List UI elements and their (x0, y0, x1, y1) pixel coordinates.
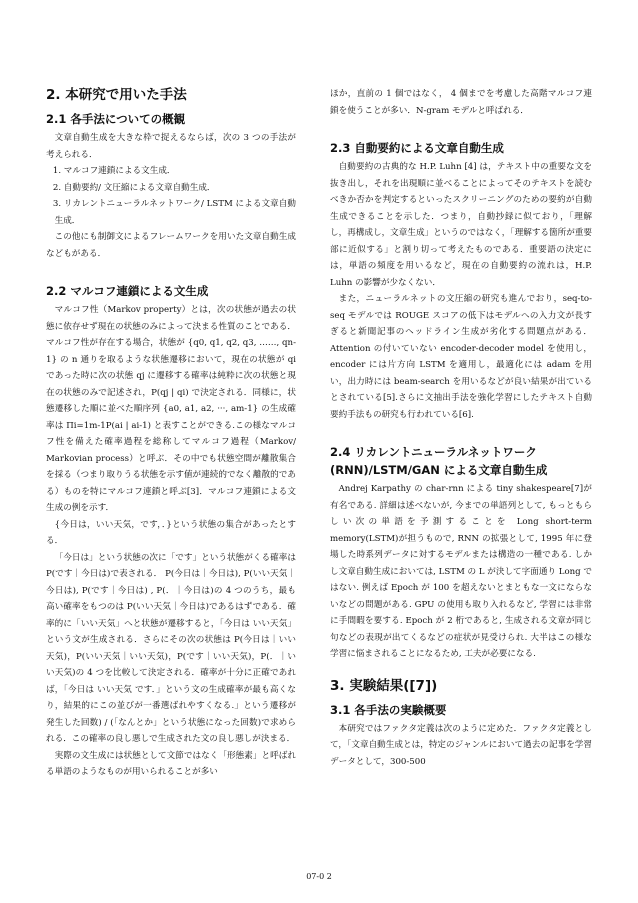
section-2-2-paragraph-3: 「今日は」という状態の次に「です」という状態がくる確率は P(です｜今日は)で表される． P(今日は｜今日は), P(いい天気｜今日は), P(です｜今日は) , P(．｜今日は)の 4 つのうち，最も高い確率をもつのは P(いい天気｜今日は)であるはずである．確率的に「いい天気」へと状態が遷移すると，「今日は いい天気」という文が生成される．さらにその次の状態は P(今日は｜いい天気)，P(いい天気｜いい天気)，P(です｜いい天気)，P(．｜いい天気)の 4 つを比較して決定される．確率が十分に正確であれば，「今日は いい天気 です．」という文の生成確率が最も高くなり，結果的にこの並びが一番選ばれやすくなる.」という遷移が発生した回数) / (「なんとか」という状態になった回数)で求められる．この確率の良し悪しで生成された文の良し悪しが決まる． (46, 552, 296, 744)
section-2-2-paragraph-1: マルコフ性（Markov property）とは，次の状態が過去の状態に依存せず現在の状態のみによって決まる性質のことである．マルコフ性が存在する場合，状態が {q0, q1, q2, q3, ……, qn-1} の n 通りを取るような状態遷移において，現在の状態が qi であった時に次の状態 qj に遷移する確率は純粋に次の状態と現在の状態のみで記述され，P(qj | qi) で決定される．同様に，状態遷移した順に並べた順序列 {a0, a1, a2, ···, am-1} の生成確率は Πi=1m-1P(ai | ai-1) と表すことができる.この様なマルコフ性を備えた確率過程を総称してマルコフ過程（Markov/ Markovian process）と呼ぶ．その中でも状態空間が離散集合を採る（つまり取りうる状態を示す値が連続的でなく離散的である）ものを特にマルコフ連鎖と呼ぶ[3]．マルコフ連鎖による文生成の例を示す． (46, 305, 296, 513)
page-number: 07-0 2 (306, 872, 332, 881)
section-2-3-heading: 2.3 自動要約による文章自動生成 (330, 141, 504, 155)
section-2-2-heading: 2.2 マルコフ連鎖による文生成 (46, 284, 209, 298)
section-2-3-paragraph-1: 自動要約の古典的な H.P. Luhn [4] は，テキスト中の重要な文を抜き出し，それを出現順に並べることによってそのテキストを読むべきか否かを判定するといったスクリーニングのための要約が自動生成できることを示した．つまり，自動抄録に似ており，「理解し，再構成し，文章生成」というのではなく，「理解する箇所が重要部に近似する」と割り切って考えたものである．重要語の決定には，単語の頻度を用いるなど，現在の自動要約の流れは，H.P. Luhn の影響が少なくない． (330, 162, 592, 288)
section-2-4-paragraph-1: Andrej Karpathy の char-rnn による tiny shakespeare[7]が有名である. 詳細は述べないが, 今までの単語列として, もっともらしい次の単語を予測することを Long short-term memory(LSTM)が担うもので, RNN の拡張として, 1995 年に登場した時系列データに対するモデルまたは構造の一種である. しかし文章自動生成においては, LSTM の L が決して字面通り Long ではない. 例えば Epoch が 100 を超えないとまともな一文にならないなどの問題がある. GPU の使用も取り入れるなど, 学習には非常に手間暇を要する. Epoch が 2 桁であると, 生成される文章が同じ句などの表現が出てくるなどの症状が見受けられ. 大半はこの様な学習に悩まされることになるため, 工夫が必要になる. (330, 484, 592, 659)
section-2-1-paragraph-2: この他にも制御文によるフレームワークを用いた文章自動生成などもがある． (46, 232, 296, 259)
continued-paragraph: ほか，直前の 1 個ではなく， 4 個までを考慮した高階マルコフ連鎖を使うことが多い．N-gram モデルと呼ばれる． (330, 89, 592, 116)
section-2-4-heading-line-2: (RNN)/LSTM/GAN による文章自動生成 (330, 463, 548, 477)
left-column (46, 86, 296, 781)
section-2-1-heading: 2.1 各手法についての概観 (46, 112, 186, 126)
section-3-heading: 3. 実験結果([7]) (330, 677, 438, 694)
section-2-4-heading-line-1: 2.4 リカレントニューラルネットワーク (330, 445, 537, 459)
method-list-item-3: 3. リカレントニューラルネットワーク/ LSTM による文章自動生成． (52, 199, 296, 226)
section-3-1-heading: 3.1 各手法の実験概要 (330, 702, 447, 717)
section-2-2-paragraph-2: {今日は，いい天気，です，．}という状態の集合があったとする． (46, 519, 296, 546)
method-list-item-2: 2. 自動要約/ 文圧縮による文章自動生成． (52, 182, 216, 193)
right-column (330, 86, 592, 770)
section-2-3-paragraph-2: また，ニューラルネットの文圧縮の研究も進んでおり，seq-to-seq モデルでは ROUGE スコアの低下はモデルへの入力文が長すぎると新聞記事のヘッドライン生成が劣化する問題点がある．Attention の付いていない encoder-decoder model を使用し，encoder には片方向 LSTM を適用し，最適化には adam を用い，出力時には beam-search を用いるなどが良い結果が出ているとされている[5].さらに文抽出手法を強化学習にしたテキスト自動要約手法もの研究も行われている[6]. (330, 294, 592, 420)
section-2-heading: 2. 本研究で用いた手法 (46, 87, 187, 103)
section-2-1-paragraph-1: 文章自動生成を大きな枠で捉えるならば，次の 3 つの手法が考えられる． (46, 133, 296, 160)
method-list-item-1: 1. マルコフ連鎖による文生成． (52, 166, 176, 176)
section-2-2-paragraph-4: 実際の文生成には状態として文節ではなく「形態素」と呼ばれる単語のようなものが用いられることが多い (46, 750, 296, 777)
section-3-1-paragraph-1: 本研究ではファクタ定義は次のように定めた．ファクタ定義として，「文章自動生成とは，特定のジャンルにおいて過去の記事を学習データとして，300-500 (330, 723, 592, 767)
